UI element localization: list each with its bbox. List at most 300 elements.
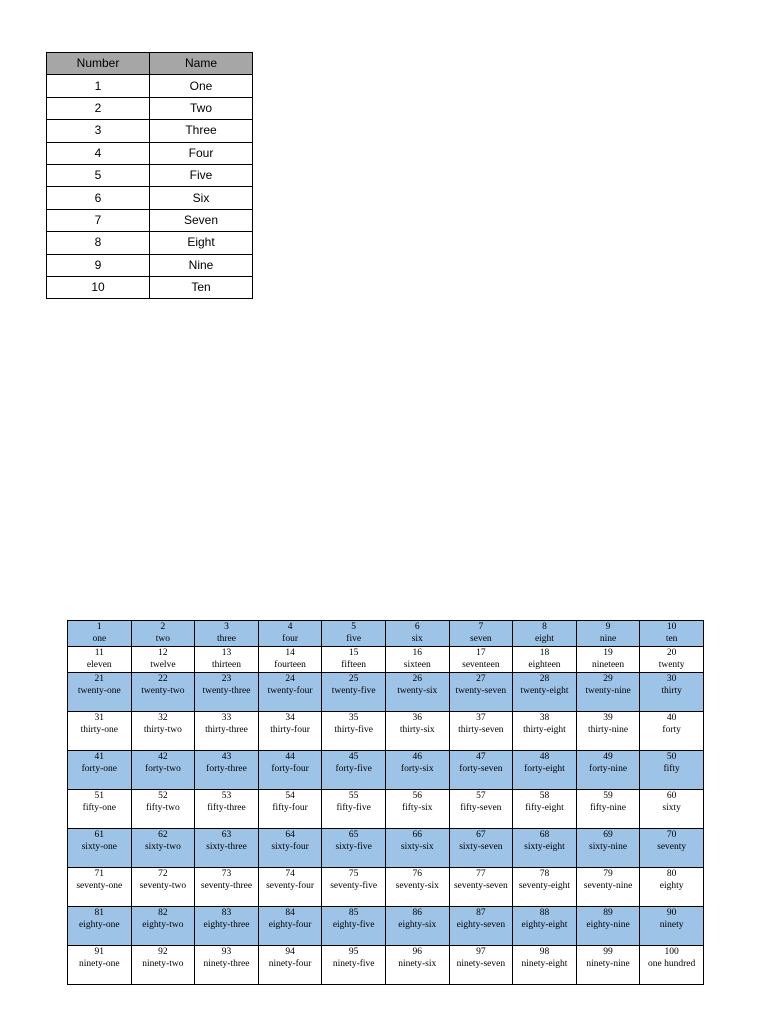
grid-cell <box>449 621 513 647</box>
grid-cell <box>576 751 640 790</box>
grid-cell <box>385 673 449 712</box>
cell-number: 43 <box>221 752 232 762</box>
grid-cell <box>131 751 195 790</box>
grid-cell <box>195 712 259 751</box>
grid-cell <box>322 621 386 647</box>
grid-cell <box>449 907 513 946</box>
cell-word: seventy-two <box>139 881 187 892</box>
cell-number: 3 <box>224 622 229 632</box>
cell-number: 90 <box>666 908 677 918</box>
grid-cell <box>513 790 577 829</box>
cell-word: forty-nine <box>589 764 628 775</box>
grid-cell <box>640 673 704 712</box>
cell-word: sixty-one <box>81 842 117 853</box>
cell-word: one <box>92 634 107 645</box>
number-cell: 1 <box>47 75 150 97</box>
grid-cell <box>449 712 513 751</box>
cell-number: 14 <box>285 648 295 658</box>
cell-number: 70 <box>666 830 677 840</box>
cell-word: twenty-five <box>331 686 376 697</box>
cell-word: thirty-four <box>270 725 310 736</box>
grid-cell <box>513 907 577 946</box>
grid-cell <box>640 712 704 751</box>
grid-cell <box>195 868 259 907</box>
grid-cell <box>576 621 640 647</box>
cell-word: three <box>216 634 236 645</box>
grid-row <box>68 907 704 946</box>
cell-word: twenty-four <box>267 686 313 697</box>
cell-word: twenty-one <box>77 686 121 697</box>
grid-cell <box>258 647 322 673</box>
grid-cell <box>131 946 195 985</box>
grid-cell <box>131 907 195 946</box>
cell-number: 92 <box>158 947 168 957</box>
number-cell: 2 <box>47 97 150 119</box>
cell-word: nineteen <box>591 660 625 671</box>
cell-word: thirty-one <box>80 725 119 736</box>
cell-word: ninety-three <box>203 959 250 970</box>
cell-number: 18 <box>539 648 550 658</box>
number-cell: 3 <box>47 120 150 142</box>
cell-number: 29 <box>603 674 613 684</box>
cell-number: 1 <box>96 622 102 632</box>
cell-word: seventy-eight <box>518 881 571 892</box>
cell-number: 47 <box>476 752 486 762</box>
grid-cell <box>640 907 704 946</box>
cell-word: twelve <box>150 660 176 671</box>
cell-word: ninety-five <box>332 959 375 970</box>
cell-word: eighty-five <box>332 920 375 931</box>
cell-word: six <box>411 634 423 645</box>
cell-number: 44 <box>285 752 295 762</box>
grid-cell <box>640 621 704 647</box>
cell-number: 36 <box>412 713 423 723</box>
cell-number: 4 <box>287 622 293 632</box>
grid-cell <box>513 868 577 907</box>
cell-number: 69 <box>603 830 613 840</box>
number-cell: 6 <box>47 187 150 209</box>
cell-word: eighty-six <box>398 920 437 931</box>
cell-word: seventy-nine <box>583 881 633 892</box>
cell-number: 89 <box>603 908 613 918</box>
cell-number: 49 <box>603 752 613 762</box>
cell-word: eighty-nine <box>586 920 630 931</box>
cell-word: thirteen <box>211 660 241 671</box>
cell-number: 33 <box>221 713 232 723</box>
cell-number: 63 <box>221 830 232 840</box>
cell-word: fifty-three <box>207 803 246 814</box>
cell-word: ninety-nine <box>586 959 630 970</box>
cell-number: 12 <box>158 648 168 658</box>
cell-word: sixty <box>662 803 681 814</box>
cell-number: 56 <box>412 791 423 801</box>
grid-cell <box>513 647 577 673</box>
cell-word: fifty-nine <box>590 803 626 814</box>
cell-number: 88 <box>539 908 550 918</box>
grid-cell <box>385 790 449 829</box>
grid-row <box>68 673 704 712</box>
cell-number: 83 <box>221 908 232 918</box>
cell-number: 98 <box>539 947 550 957</box>
cell-number: 26 <box>412 674 423 684</box>
cell-number: 74 <box>285 869 295 879</box>
cell-word: forty <box>662 725 681 736</box>
grid-cell <box>258 868 322 907</box>
grid-cell <box>131 790 195 829</box>
cell-word: sixty-three <box>206 842 247 853</box>
cell-number: 99 <box>603 947 613 957</box>
cell-word: two <box>155 634 171 645</box>
grid-cell <box>258 829 322 868</box>
grid-cell <box>68 790 132 829</box>
cell-number: 95 <box>348 947 359 957</box>
table-row <box>47 187 253 209</box>
cell-number: 59 <box>603 791 613 801</box>
grid-row <box>68 868 704 907</box>
cell-word: seventeen <box>462 660 500 671</box>
cell-number: 45 <box>348 752 359 762</box>
cell-number: 35 <box>348 713 359 723</box>
grid-cell <box>68 712 132 751</box>
cell-word: sixteen <box>403 660 431 671</box>
grid-cell <box>449 946 513 985</box>
table-row <box>47 276 253 298</box>
cell-word: sixty-five <box>335 842 372 853</box>
cell-word: seventy-one <box>76 881 123 892</box>
grid-cell <box>385 621 449 647</box>
cell-word: one hundred <box>648 959 696 970</box>
cell-word: eighty-four <box>268 920 312 931</box>
cell-number: 72 <box>158 869 168 879</box>
cell-number: 97 <box>476 947 486 957</box>
cell-word: twenty-seven <box>455 686 507 697</box>
cell-word: sixty-six <box>400 842 434 853</box>
cell-number: 52 <box>158 791 168 801</box>
name-cell: Two <box>150 97 253 119</box>
grid-cell <box>576 712 640 751</box>
grid-cell <box>513 829 577 868</box>
cell-number: 79 <box>603 869 613 879</box>
cell-number: 76 <box>412 869 423 879</box>
grid-cell <box>385 712 449 751</box>
grid-cell <box>131 673 195 712</box>
cell-number: 87 <box>476 908 486 918</box>
cell-word: nine <box>599 634 617 645</box>
cell-number: 13 <box>221 648 232 658</box>
cell-word: twenty <box>658 660 685 671</box>
grid-cell <box>195 946 259 985</box>
grid-cell <box>68 829 132 868</box>
cell-word: fourteen <box>274 660 306 671</box>
grid-cell <box>258 751 322 790</box>
cell-word: eighty-three <box>203 920 250 931</box>
grid-cell <box>68 647 132 673</box>
cell-word: ninety-eight <box>521 959 568 970</box>
number-cell: 9 <box>47 254 150 276</box>
cell-word: twenty-nine <box>585 686 631 697</box>
cell-word: fifty-one <box>82 803 116 814</box>
grid-cell <box>68 868 132 907</box>
grid-cell <box>513 621 577 647</box>
cell-word: five <box>346 634 362 645</box>
cell-number: 17 <box>476 648 486 658</box>
cell-number: 67 <box>476 830 486 840</box>
cell-word: seventy-seven <box>453 881 508 892</box>
number-cell: 8 <box>47 232 150 254</box>
column-header-number: Number <box>47 53 150 75</box>
grid-cell <box>576 673 640 712</box>
grid-cell <box>131 829 195 868</box>
cell-word: sixty-eight <box>524 842 565 853</box>
cell-number: 68 <box>539 830 550 840</box>
cell-number: 38 <box>539 713 550 723</box>
grid-row <box>68 621 704 647</box>
cell-number: 24 <box>285 674 295 684</box>
table-row <box>47 209 253 231</box>
table-row <box>47 254 253 276</box>
cell-number: 96 <box>412 947 423 957</box>
cell-word: ninety <box>659 920 684 931</box>
cell-word: thirty-seven <box>458 725 504 736</box>
cell-number: 28 <box>539 674 550 684</box>
cell-word: twenty-six <box>397 686 438 697</box>
cell-number: 64 <box>285 830 295 840</box>
grid-cell <box>449 751 513 790</box>
grid-cell <box>131 621 195 647</box>
grid-cell <box>513 946 577 985</box>
cell-word: seventy-three <box>200 881 253 892</box>
cell-number: 6 <box>414 622 420 632</box>
grid-cell <box>576 946 640 985</box>
number-cell: 7 <box>47 209 150 231</box>
grid-cell <box>258 621 322 647</box>
cell-word: seventy-six <box>395 881 439 892</box>
grid-cell <box>640 751 704 790</box>
name-cell: Four <box>150 142 253 164</box>
cell-word: four <box>282 634 298 645</box>
grid-cell <box>513 712 577 751</box>
cell-word: forty-seven <box>459 764 503 775</box>
cell-number: 58 <box>539 791 550 801</box>
cell-number: 42 <box>158 752 168 762</box>
cell-number: 94 <box>285 947 295 957</box>
cell-word: eighty-eight <box>521 920 568 931</box>
grid-cell <box>576 868 640 907</box>
cell-number: 53 <box>221 791 232 801</box>
grid-cell <box>258 907 322 946</box>
cell-number: 100 <box>664 947 679 957</box>
cell-number: 71 <box>94 869 105 879</box>
grid-row <box>68 790 704 829</box>
grid-cell <box>195 673 259 712</box>
cell-number: 27 <box>476 674 486 684</box>
table-header-row <box>47 53 253 75</box>
grid-cell <box>322 946 386 985</box>
number-words-grid <box>67 620 704 985</box>
grid-cell <box>195 907 259 946</box>
grid-cell <box>68 907 132 946</box>
cell-word: ninety-six <box>398 959 437 970</box>
cell-word: twenty-eight <box>520 686 569 697</box>
cell-number: 80 <box>666 869 677 879</box>
grid-cell <box>385 946 449 985</box>
grid-cell <box>258 712 322 751</box>
cell-word: thirty-five <box>334 725 373 736</box>
number-cell: 10 <box>47 276 150 298</box>
cell-word: fifty-four <box>272 803 308 814</box>
cell-number: 15 <box>348 648 359 658</box>
grid-cell <box>449 790 513 829</box>
cell-number: 60 <box>666 791 677 801</box>
name-cell: Ten <box>150 276 253 298</box>
cell-word: fifty-seven <box>460 803 502 814</box>
grid-cell <box>449 868 513 907</box>
grid-cell <box>640 829 704 868</box>
grid-cell <box>322 790 386 829</box>
grid-row <box>68 829 704 868</box>
cell-number: 37 <box>476 713 486 723</box>
name-cell: Three <box>150 120 253 142</box>
cell-number: 61 <box>94 830 105 840</box>
number-cell: 5 <box>47 164 150 186</box>
grid-row <box>68 946 704 985</box>
grid-cell <box>322 829 386 868</box>
cell-word: fifty-two <box>146 803 180 814</box>
grid-cell <box>131 868 195 907</box>
cell-word: sixty-nine <box>589 842 628 853</box>
grid-cell <box>513 751 577 790</box>
grid-cell <box>576 647 640 673</box>
cell-number: 48 <box>539 752 550 762</box>
cell-word: eleven <box>86 660 112 671</box>
cell-word: ninety-one <box>78 959 120 970</box>
grid-cell <box>322 907 386 946</box>
cell-word: thirty-three <box>205 725 248 736</box>
grid-cell <box>640 946 704 985</box>
grid-cell <box>258 946 322 985</box>
cell-number: 31 <box>94 713 105 723</box>
grid-cell <box>385 751 449 790</box>
grid-cell <box>576 790 640 829</box>
grid-cell <box>576 907 640 946</box>
cell-number: 8 <box>542 622 547 632</box>
cell-word: eight <box>534 634 554 645</box>
cell-number: 7 <box>478 622 484 632</box>
cell-number: 30 <box>666 674 677 684</box>
grid-cell <box>640 647 704 673</box>
cell-word: eighty-one <box>78 920 120 931</box>
cell-word: forty-five <box>335 764 372 775</box>
grid-cell <box>131 647 195 673</box>
grid-cell <box>640 868 704 907</box>
grid-row <box>68 647 704 673</box>
cell-number: 5 <box>351 622 357 632</box>
grid-cell <box>195 829 259 868</box>
grid-cell <box>195 790 259 829</box>
cell-word: forty-three <box>206 764 247 775</box>
cell-number: 55 <box>348 791 359 801</box>
name-cell: Nine <box>150 254 253 276</box>
grid-cell <box>68 621 132 647</box>
cell-word: eighty <box>659 881 684 892</box>
cell-number: 91 <box>94 947 105 957</box>
cell-number: 85 <box>348 908 359 918</box>
cell-word: seventy-five <box>330 881 378 892</box>
column-header-name: Name <box>150 53 253 75</box>
cell-word: seventy <box>657 842 687 853</box>
cell-number: 20 <box>666 648 677 658</box>
cell-number: 75 <box>348 869 359 879</box>
cell-number: 16 <box>412 648 423 658</box>
table-row <box>47 232 253 254</box>
cell-word: forty-six <box>400 764 434 775</box>
table-row <box>47 97 253 119</box>
cell-word: thirty-eight <box>523 725 566 736</box>
grid-cell <box>258 673 322 712</box>
cell-number: 22 <box>158 674 168 684</box>
cell-number: 25 <box>348 674 359 684</box>
cell-number: 78 <box>539 869 550 879</box>
grid-cell <box>195 621 259 647</box>
cell-number: 32 <box>158 713 168 723</box>
grid-cell <box>195 751 259 790</box>
cell-number: 62 <box>158 830 168 840</box>
cell-number: 40 <box>666 713 677 723</box>
cell-number: 81 <box>94 908 105 918</box>
cell-number: 41 <box>94 752 105 762</box>
cell-word: eighty-two <box>142 920 184 931</box>
grid-cell <box>449 673 513 712</box>
table-row <box>47 120 253 142</box>
cell-word: sixty-seven <box>459 842 503 853</box>
cell-word: thirty-six <box>399 725 435 736</box>
grid-cell <box>640 790 704 829</box>
name-cell: Eight <box>150 232 253 254</box>
cell-number: 86 <box>412 908 423 918</box>
cell-number: 84 <box>285 908 295 918</box>
number-name-table <box>46 52 253 299</box>
cell-word: thirty <box>661 686 682 697</box>
grid-cell <box>385 907 449 946</box>
cell-number: 54 <box>285 791 295 801</box>
name-cell: Six <box>150 187 253 209</box>
cell-word: fifty-six <box>401 803 433 814</box>
cell-word: seven <box>470 634 492 645</box>
table-row <box>47 164 253 186</box>
cell-number: 2 <box>160 622 166 632</box>
cell-number: 82 <box>158 908 168 918</box>
cell-number: 57 <box>476 791 486 801</box>
cell-number: 66 <box>412 830 423 840</box>
cell-number: 46 <box>412 752 423 762</box>
cell-word: twenty-two <box>141 686 185 697</box>
cell-word: forty-two <box>144 764 181 775</box>
cell-number: 77 <box>476 869 486 879</box>
grid-cell <box>322 712 386 751</box>
cell-number: 65 <box>348 830 359 840</box>
name-cell: Seven <box>150 209 253 231</box>
cell-word: twenty-three <box>202 686 251 697</box>
name-cell: Five <box>150 164 253 186</box>
grid-cell <box>322 868 386 907</box>
grid-cell <box>576 829 640 868</box>
grid-cell <box>513 673 577 712</box>
grid-cell <box>258 790 322 829</box>
grid-cell <box>131 712 195 751</box>
cell-number: 21 <box>94 674 105 684</box>
cell-number: 9 <box>605 622 611 632</box>
grid-cell <box>322 673 386 712</box>
